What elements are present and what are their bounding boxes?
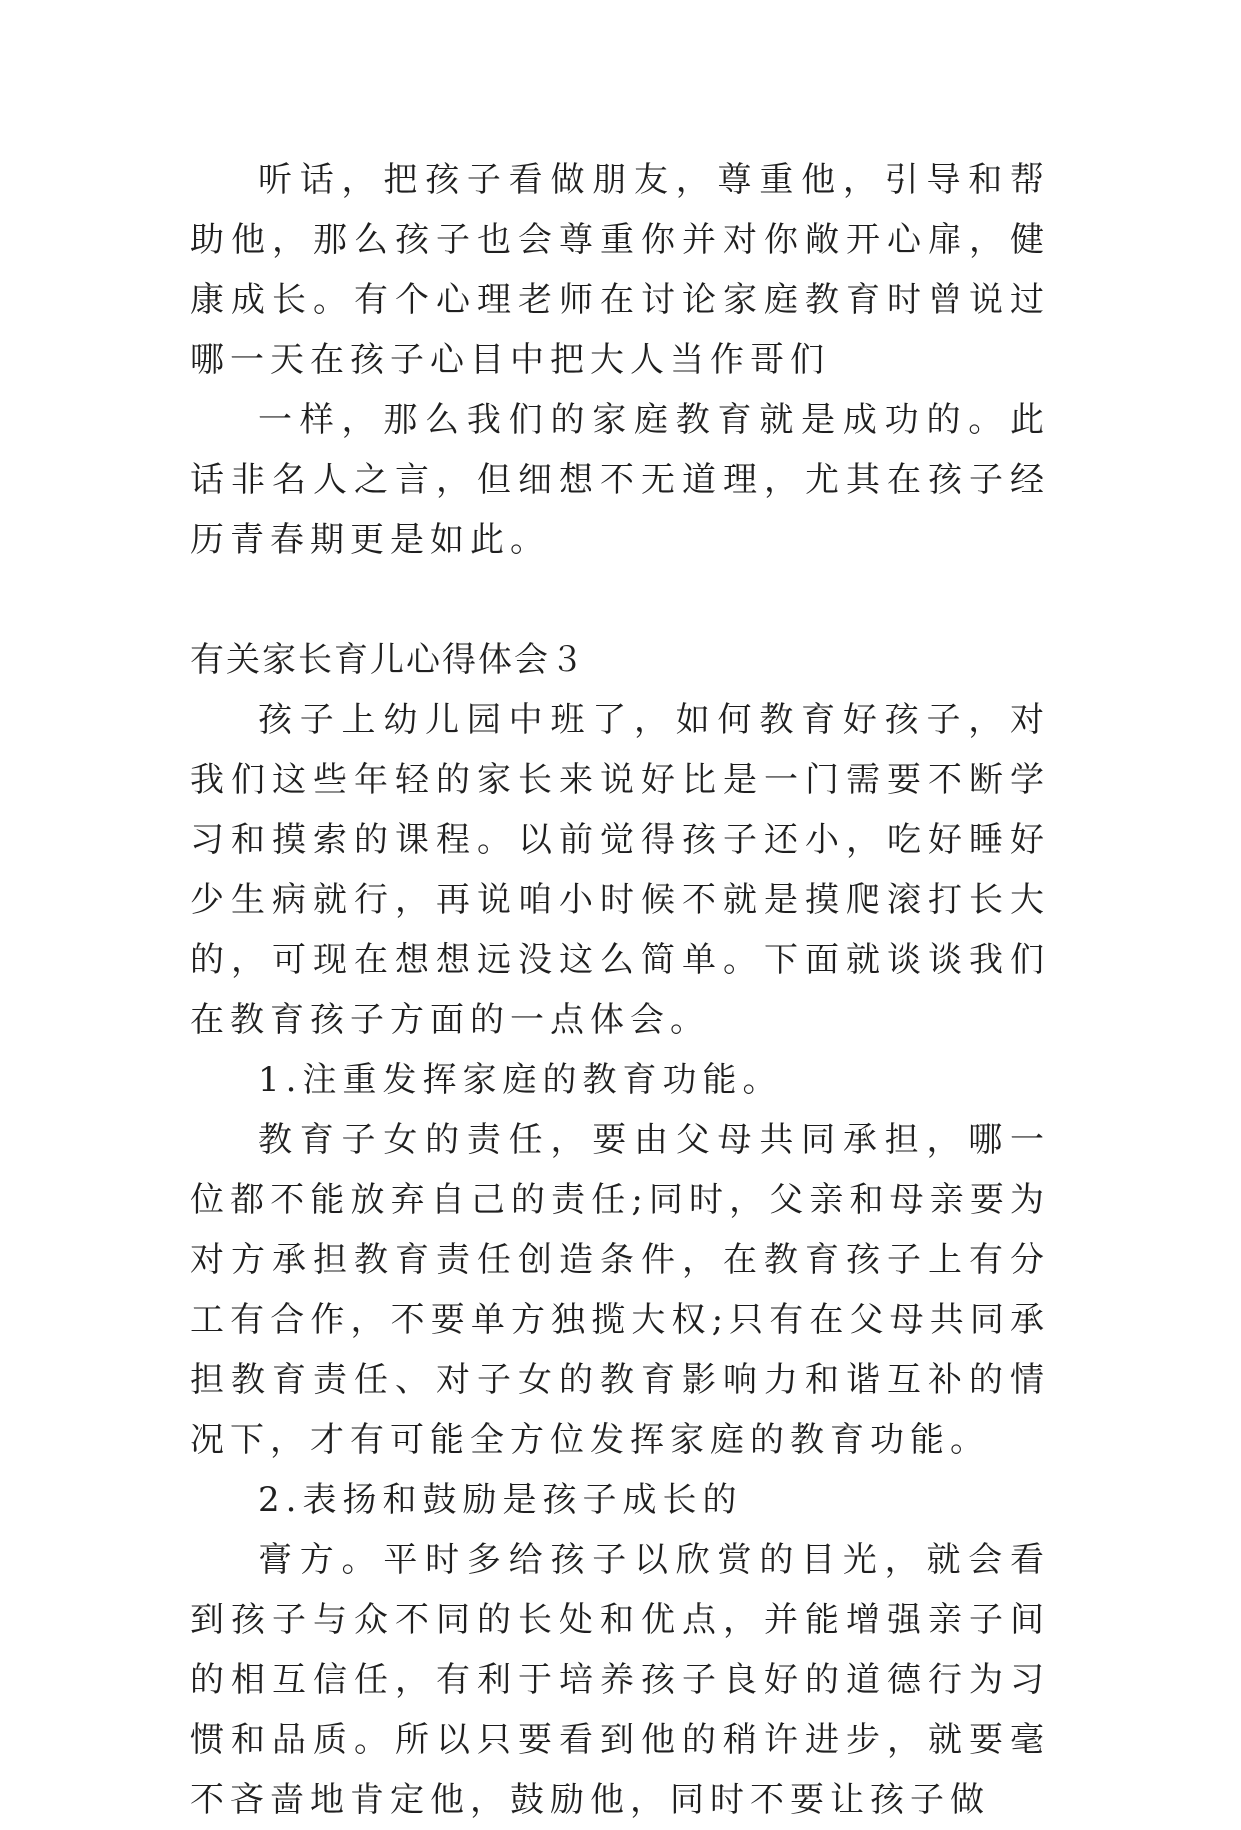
- numbered-item: 1.注重发挥家庭的教育功能。: [258, 1060, 783, 1100]
- paragraph: 一样，那么我们的家庭教育就是成功的。此话非名人之言，但细想不无道理，尤其在孩子经历青春期更是如此。: [190, 400, 1050, 560]
- numbered-item: 2.表扬和鼓励是孩子成长的: [258, 1480, 743, 1520]
- paragraph: 教育子女的责任，要由父母共同承担，哪一位都不能放弃自己的责任;同时，父亲和母亲要为对方承担教育责任创造条件，在教育孩子上有分工有合作，不要单方独揽大权;只有在父母共同承担教育责任、对子女的教育影响力和谐互补的情况下，才有可能全方位发挥家庭的教育功能。: [190, 1120, 1050, 1460]
- document-body: [190, 150, 1050, 1830]
- paragraph: 孩子上幼儿园中班了，如何教育好孩子，对我们这些年轻的家长来说好比是一门需要不断学习和摸索的课程。以前觉得孩子还小，吃好睡好少生病就行，再说咱小时候不就是摸爬滚打长大的，可现在想想远没这么简单。下面就谈谈我们在教育孩子方面的一点体会。: [190, 700, 1050, 1040]
- paragraph: 听话，把孩子看做朋友，尊重他，引导和帮助他，那么孩子也会尊重你并对你敞开心扉，健康成长。有个心理老师在讨论家庭教育时曾说过哪一天在孩子心目中把大人当作哥们: [190, 160, 1050, 380]
- paragraph: 膏方。平时多给孩子以欣赏的目光，就会看到孩子与众不同的长处和优点，并能增强亲子间的相互信任，有利于培养孩子良好的道德行为习惯和品质。所以只要看到他的稍许进步，就要毫不吝啬地肯定他，鼓励他，同时不要让孩子做: [190, 1540, 1050, 1820]
- section-heading: 有关家长育儿心得体会３: [190, 640, 586, 680]
